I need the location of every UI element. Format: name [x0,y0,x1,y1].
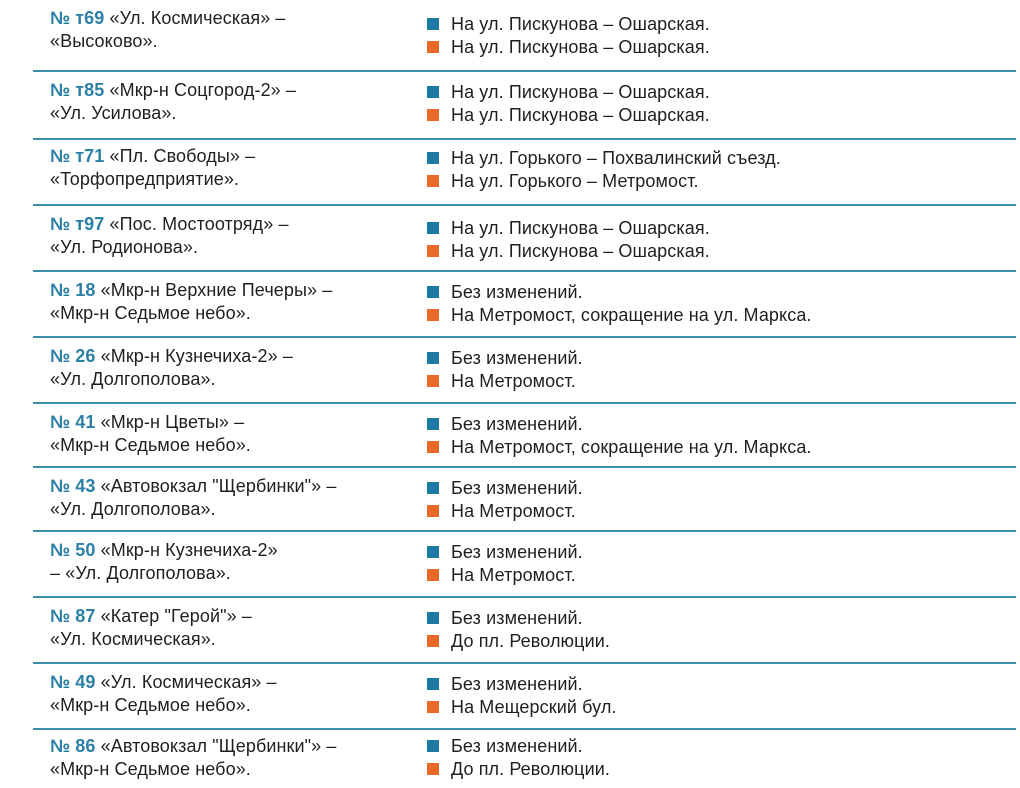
change-direction-1 [426,281,812,304]
table-row [33,0,1016,70]
route-endpoint-from: «Пос. Мостоотряд» – [109,214,289,234]
change-text: Без изменений. [451,674,583,694]
change-text: Без изменений. [451,478,583,498]
route-endpoint-to: «Ул. Космическая». [50,629,216,649]
change-direction-1 [426,217,710,240]
change-text: Без изменений. [451,414,583,434]
change-text: Без изменений. [451,736,583,756]
route-endpoint-from: «Мкр-н Кузнечиха-2» [100,540,278,560]
route-endpoint-from: «Пл. Свободы» – [109,146,256,166]
route-cell [50,7,286,53]
route-line-1 [50,411,251,434]
route-number: № 87 [50,606,96,626]
route-cell [50,213,289,259]
route-endpoint-from: «Мкр-н Кузнечиха-2» – [100,346,293,366]
change-text: Без изменений. [451,542,583,562]
change-direction-1 [426,81,710,104]
square-bullet-icon [427,175,439,187]
route-cell [50,145,255,191]
route-endpoint-to: «Торфопредприятие». [50,169,240,189]
change-text: Без изменений. [451,282,583,302]
square-bullet-icon [427,482,439,494]
square-bullet-icon [427,763,439,775]
route-line-1 [50,735,337,758]
square-bullet-icon [427,505,439,517]
route-number: № т97 [50,214,105,234]
table-row [33,662,1016,728]
route-line-1 [50,605,252,628]
table-row [33,402,1016,466]
change-text: На ул. Горького – Метромост. [451,171,699,191]
route-line-1 [50,345,293,368]
change-direction-1 [426,607,610,630]
route-number: № 41 [50,412,96,432]
changes-cell [426,477,583,523]
route-cell [50,411,251,457]
square-bullet-icon [427,245,439,257]
changes-cell [426,607,610,653]
route-endpoint-to: «Высоково». [50,31,158,51]
change-direction-2 [426,696,617,719]
change-text: На ул. Пискунова – Ошарская. [451,105,710,125]
route-number: № т85 [50,80,105,100]
change-direction-2 [426,36,710,59]
changes-cell [426,147,781,193]
route-number: № т69 [50,8,105,28]
table-row [33,530,1016,596]
route-line-1 [50,213,289,236]
change-text: На Метромост, сокращение на ул. Маркса. [451,437,812,457]
change-text: Без изменений. [451,348,583,368]
change-direction-1 [426,413,812,436]
square-bullet-icon [427,18,439,30]
route-cell [50,735,337,781]
route-endpoint-from: «Мкр-н Верхние Печеры» – [100,280,333,300]
change-direction-2 [426,630,610,653]
route-endpoint-to: «Мкр-н Седьмое небо». [50,435,251,455]
square-bullet-icon [427,418,439,430]
change-text: На ул. Горького – Похвалинский съезд. [451,148,781,168]
route-cell [50,671,277,717]
table-row [33,596,1016,662]
route-endpoint-to: – «Ул. Долгополова». [50,563,231,583]
change-direction-2 [426,564,583,587]
square-bullet-icon [427,152,439,164]
square-bullet-icon [427,546,439,558]
square-bullet-icon [427,441,439,453]
route-line-1 [50,671,277,694]
route-endpoint-to: «Ул. Усилова». [50,103,177,123]
change-text: До пл. Революции. [451,759,610,779]
square-bullet-icon [427,635,439,647]
changes-cell [426,413,812,459]
route-endpoint-to: «Ул. Родионова». [50,237,199,257]
square-bullet-icon [427,41,439,53]
route-cell [50,605,252,651]
change-direction-1 [426,477,583,500]
square-bullet-icon [427,678,439,690]
change-text: На ул. Пискунова – Ошарская. [451,82,710,102]
route-line-1 [50,7,286,30]
route-number: № 26 [50,346,96,366]
route-cell [50,79,296,125]
change-direction-2 [426,304,812,327]
square-bullet-icon [427,612,439,624]
route-number: № 43 [50,476,96,496]
change-text: На ул. Пискунова – Ошарская. [451,241,710,261]
table-row [33,270,1016,336]
route-cell [50,539,278,585]
change-direction-1 [426,147,781,170]
route-line-1 [50,279,332,302]
changes-cell [426,281,812,327]
route-number: № т71 [50,146,105,166]
route-endpoint-from: «Ул. Космическая» – [109,8,286,28]
route-number: № 86 [50,736,96,756]
square-bullet-icon [427,309,439,321]
route-number: № 49 [50,672,96,692]
route-endpoint-from: «Ул. Космическая» – [100,672,277,692]
square-bullet-icon [427,375,439,387]
table-row [33,336,1016,402]
change-direction-1 [426,541,583,564]
change-direction-1 [426,13,710,36]
square-bullet-icon [427,352,439,364]
square-bullet-icon [427,222,439,234]
change-direction-2 [426,104,710,127]
change-text: На Метромост. [451,565,576,585]
changes-cell [426,217,710,263]
change-direction-2 [426,758,610,781]
route-endpoint-to: «Мкр-н Седьмое небо». [50,695,251,715]
table-row [33,70,1016,138]
change-direction-2 [426,240,710,263]
change-direction-1 [426,673,617,696]
route-endpoint-to: «Ул. Долгополова». [50,369,216,389]
square-bullet-icon [427,286,439,298]
change-text: На Метромост. [451,501,576,521]
route-cell [50,475,337,521]
route-endpoint-from: «Автовокзал "Щербинки"» – [100,476,337,496]
changes-cell [426,735,610,781]
square-bullet-icon [427,86,439,98]
change-direction-2 [426,500,583,523]
route-endpoint-from: «Мкр-н Соцгород-2» – [109,80,296,100]
change-text: До пл. Революции. [451,631,610,651]
change-text: На ул. Пискунова – Ошарская. [451,37,710,57]
route-cell [50,279,332,325]
route-cell [50,345,293,391]
change-text: На Мещерский бул. [451,697,617,717]
route-endpoint-from: «Катер "Герой"» – [100,606,252,626]
square-bullet-icon [427,740,439,752]
change-text: Без изменений. [451,608,583,628]
table-row [33,466,1016,530]
route-endpoint-from: «Мкр-н Цветы» – [100,412,245,432]
changes-cell [426,347,583,393]
table-row [33,204,1016,270]
square-bullet-icon [427,109,439,121]
route-endpoint-from: «Автовокзал "Щербинки"» – [100,736,337,756]
route-endpoint-to: «Мкр-н Седьмое небо». [50,303,251,323]
route-line-1 [50,79,296,102]
changes-cell [426,541,583,587]
square-bullet-icon [427,569,439,581]
route-line-1 [50,475,337,498]
route-line-1 [50,539,278,562]
change-text: На ул. Пискунова – Ошарская. [451,14,710,34]
route-line-1 [50,145,255,168]
change-text: На Метромост, сокращение на ул. Маркса. [451,305,812,325]
route-number: № 18 [50,280,96,300]
table-row [33,138,1016,204]
change-direction-2 [426,170,781,193]
route-endpoint-to: «Мкр-н Седьмое небо». [50,759,251,779]
square-bullet-icon [427,701,439,713]
route-endpoint-to: «Ул. Долгополова». [50,499,216,519]
changes-cell [426,81,710,127]
table-row [33,728,1016,788]
route-number: № 50 [50,540,96,560]
changes-cell [426,13,710,59]
change-direction-2 [426,370,583,393]
change-direction-1 [426,735,610,758]
change-text: На Метромост. [451,371,576,391]
changes-cell [426,673,617,719]
change-text: На ул. Пискунова – Ошарская. [451,218,710,238]
change-direction-2 [426,436,812,459]
change-direction-1 [426,347,583,370]
